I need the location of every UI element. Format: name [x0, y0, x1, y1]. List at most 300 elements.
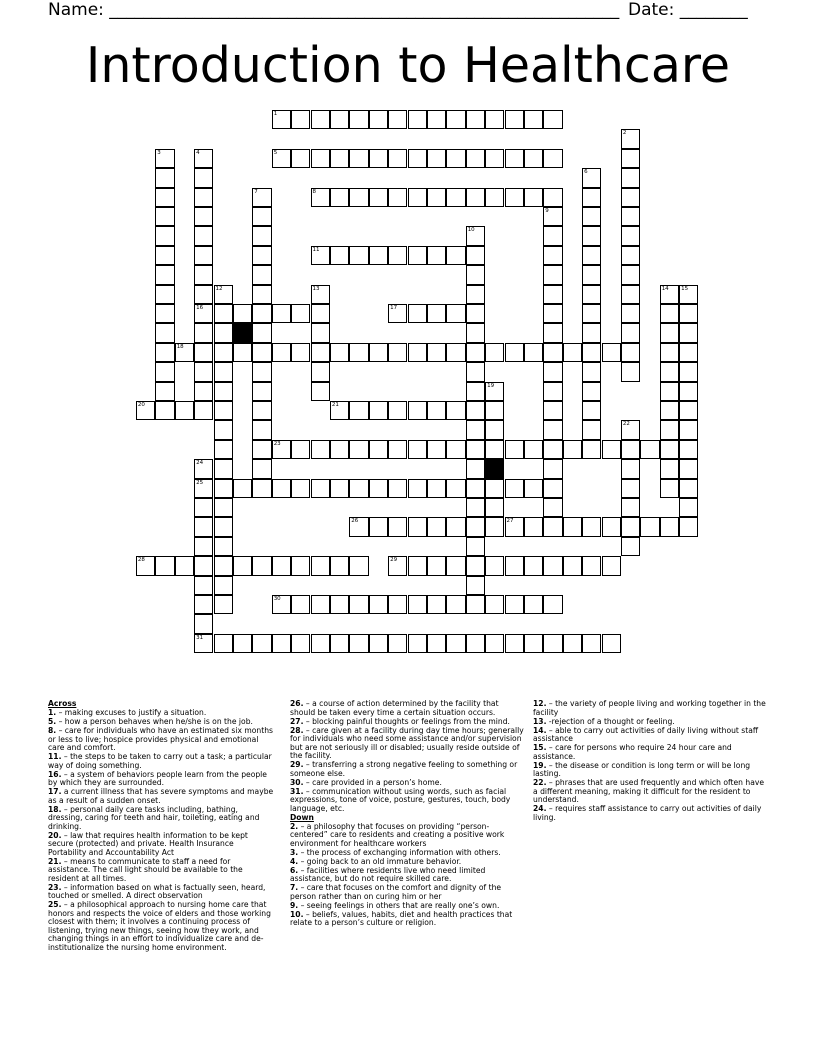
grid-cell[interactable]: [485, 440, 504, 459]
grid-cell[interactable]: [543, 226, 562, 245]
grid-cell[interactable]: [427, 188, 446, 207]
grid-cell[interactable]: [466, 188, 485, 207]
grid-cell[interactable]: [582, 382, 601, 401]
grid-cell[interactable]: [155, 207, 174, 226]
grid-cell[interactable]: [679, 285, 698, 304]
grid-cell[interactable]: [291, 634, 310, 653]
grid-cell[interactable]: [446, 304, 465, 323]
grid-cell[interactable]: [582, 188, 601, 207]
grid-cell[interactable]: [660, 420, 679, 439]
grid-cell[interactable]: [214, 401, 233, 420]
grid-cell[interactable]: [621, 323, 640, 342]
grid-cell[interactable]: [388, 110, 407, 129]
grid-cell[interactable]: [175, 556, 194, 575]
grid-cell[interactable]: [679, 459, 698, 478]
grid-cell[interactable]: [175, 401, 194, 420]
grid-cell[interactable]: [563, 440, 582, 459]
grid-cell[interactable]: [660, 440, 679, 459]
grid-cell[interactable]: [660, 479, 679, 498]
grid-cell[interactable]: [252, 459, 271, 478]
grid-cell[interactable]: [233, 634, 252, 653]
grid-cell[interactable]: [272, 149, 291, 168]
grid-cell[interactable]: [272, 304, 291, 323]
grid-cell[interactable]: [330, 246, 349, 265]
grid-cell[interactable]: [427, 634, 446, 653]
grid-cell[interactable]: [485, 595, 504, 614]
grid-cell[interactable]: [427, 440, 446, 459]
grid-cell[interactable]: [214, 382, 233, 401]
grid-cell[interactable]: [679, 498, 698, 517]
grid-cell[interactable]: [582, 246, 601, 265]
grid-cell[interactable]: [194, 459, 213, 478]
grid-cell[interactable]: [311, 595, 330, 614]
grid-cell[interactable]: [543, 498, 562, 517]
grid-cell[interactable]: [485, 556, 504, 575]
grid-cell[interactable]: [252, 634, 271, 653]
grid-cell[interactable]: [621, 517, 640, 536]
grid-cell[interactable]: [311, 149, 330, 168]
grid-cell[interactable]: [388, 479, 407, 498]
grid-cell[interactable]: [291, 304, 310, 323]
grid-cell[interactable]: [427, 595, 446, 614]
grid-cell[interactable]: [272, 634, 291, 653]
grid-cell[interactable]: [252, 304, 271, 323]
grid-cell[interactable]: [388, 149, 407, 168]
grid-cell[interactable]: [252, 265, 271, 284]
grid-cell[interactable]: [408, 401, 427, 420]
grid-cell[interactable]: [349, 343, 368, 362]
grid-cell[interactable]: [272, 556, 291, 575]
grid-cell[interactable]: [194, 382, 213, 401]
grid-cell[interactable]: [349, 556, 368, 575]
grid-cell[interactable]: [446, 634, 465, 653]
grid-cell[interactable]: [427, 246, 446, 265]
grid-cell[interactable]: [214, 517, 233, 536]
grid-cell[interactable]: [602, 440, 621, 459]
grid-cell[interactable]: [660, 459, 679, 478]
grid-cell[interactable]: [252, 188, 271, 207]
grid-cell[interactable]: [505, 110, 524, 129]
grid-cell[interactable]: [155, 285, 174, 304]
grid-cell[interactable]: [427, 479, 446, 498]
grid-cell[interactable]: [582, 556, 601, 575]
grid-cell[interactable]: [621, 285, 640, 304]
grid-cell[interactable]: [660, 401, 679, 420]
grid-cell[interactable]: [621, 265, 640, 284]
grid-cell[interactable]: [621, 498, 640, 517]
grid-cell[interactable]: [466, 634, 485, 653]
grid-cell[interactable]: [466, 556, 485, 575]
grid-cell[interactable]: [582, 440, 601, 459]
grid-cell[interactable]: [563, 556, 582, 575]
grid-cell[interactable]: [233, 556, 252, 575]
grid-cell[interactable]: [466, 517, 485, 536]
grid-cell[interactable]: [214, 362, 233, 381]
grid-cell[interactable]: [543, 401, 562, 420]
grid-cell[interactable]: [155, 304, 174, 323]
grid-cell[interactable]: [563, 517, 582, 536]
grid-cell[interactable]: [349, 149, 368, 168]
grid-cell[interactable]: [543, 634, 562, 653]
grid-cell[interactable]: [330, 595, 349, 614]
grid-cell[interactable]: [524, 110, 543, 129]
grid-cell[interactable]: [427, 343, 446, 362]
grid-cell[interactable]: [466, 459, 485, 478]
grid-cell[interactable]: [194, 498, 213, 517]
grid-cell[interactable]: [311, 440, 330, 459]
grid-cell[interactable]: [466, 479, 485, 498]
grid-cell[interactable]: [214, 420, 233, 439]
grid-cell[interactable]: [311, 479, 330, 498]
grid-cell[interactable]: [679, 401, 698, 420]
grid-cell[interactable]: [408, 343, 427, 362]
grid-cell[interactable]: [466, 323, 485, 342]
grid-cell[interactable]: [388, 304, 407, 323]
grid-cell[interactable]: [194, 226, 213, 245]
grid-cell[interactable]: [621, 343, 640, 362]
grid-cell[interactable]: [194, 149, 213, 168]
grid-cell[interactable]: [214, 595, 233, 614]
grid-cell[interactable]: [543, 265, 562, 284]
grid-cell[interactable]: [485, 343, 504, 362]
grid-cell[interactable]: [621, 362, 640, 381]
grid-cell[interactable]: [194, 304, 213, 323]
grid-cell[interactable]: [602, 343, 621, 362]
grid-cell[interactable]: [485, 110, 504, 129]
grid-cell[interactable]: [330, 343, 349, 362]
grid-cell[interactable]: [466, 343, 485, 362]
grid-cell[interactable]: [621, 479, 640, 498]
grid-cell[interactable]: [330, 110, 349, 129]
grid-cell[interactable]: [311, 382, 330, 401]
grid-cell[interactable]: [408, 304, 427, 323]
grid-cell[interactable]: [543, 188, 562, 207]
grid-cell[interactable]: [679, 517, 698, 536]
grid-cell[interactable]: [252, 382, 271, 401]
grid-cell[interactable]: [602, 517, 621, 536]
grid-cell[interactable]: [524, 634, 543, 653]
grid-cell[interactable]: [194, 634, 213, 653]
grid-cell[interactable]: [214, 343, 233, 362]
grid-cell[interactable]: [524, 149, 543, 168]
grid-cell[interactable]: [252, 226, 271, 245]
grid-cell[interactable]: [524, 188, 543, 207]
grid-cell[interactable]: [214, 479, 233, 498]
grid-cell[interactable]: [582, 634, 601, 653]
grid-cell[interactable]: [485, 517, 504, 536]
grid-cell[interactable]: [369, 401, 388, 420]
grid-cell[interactable]: [272, 479, 291, 498]
grid-cell[interactable]: [505, 556, 524, 575]
grid-cell[interactable]: [349, 634, 368, 653]
grid-cell[interactable]: [427, 401, 446, 420]
grid-cell[interactable]: [175, 343, 194, 362]
name-field[interactable]: Name: ____________________________________________________________: [48, 0, 620, 20]
grid-cell[interactable]: [466, 285, 485, 304]
grid-cell[interactable]: [563, 343, 582, 362]
grid-cell[interactable]: [349, 479, 368, 498]
grid-cell[interactable]: [543, 382, 562, 401]
grid-cell[interactable]: [543, 595, 562, 614]
grid-cell[interactable]: [485, 149, 504, 168]
grid-cell[interactable]: [349, 110, 368, 129]
grid-cell[interactable]: [252, 440, 271, 459]
grid-cell[interactable]: [330, 149, 349, 168]
grid-cell[interactable]: [466, 362, 485, 381]
grid-cell[interactable]: [543, 440, 562, 459]
grid-cell[interactable]: [543, 479, 562, 498]
grid-cell[interactable]: [524, 343, 543, 362]
grid-cell[interactable]: [272, 440, 291, 459]
grid-cell[interactable]: [194, 188, 213, 207]
grid-cell[interactable]: [602, 556, 621, 575]
grid-cell[interactable]: [272, 110, 291, 129]
grid-cell[interactable]: [408, 517, 427, 536]
grid-cell[interactable]: [660, 343, 679, 362]
grid-cell[interactable]: [621, 207, 640, 226]
grid-cell[interactable]: [252, 246, 271, 265]
grid-cell[interactable]: [214, 304, 233, 323]
grid-cell[interactable]: [291, 556, 310, 575]
grid-cell[interactable]: [408, 440, 427, 459]
grid-cell[interactable]: [291, 479, 310, 498]
grid-cell[interactable]: [582, 226, 601, 245]
grid-cell[interactable]: [408, 246, 427, 265]
grid-cell[interactable]: [408, 479, 427, 498]
grid-cell[interactable]: [582, 362, 601, 381]
grid-cell[interactable]: [582, 265, 601, 284]
grid-cell[interactable]: [679, 420, 698, 439]
grid-cell[interactable]: [446, 188, 465, 207]
grid-cell[interactable]: [466, 440, 485, 459]
grid-cell[interactable]: [194, 362, 213, 381]
grid-cell[interactable]: [252, 479, 271, 498]
grid-cell[interactable]: [214, 285, 233, 304]
grid-cell[interactable]: [214, 537, 233, 556]
grid-cell[interactable]: [582, 285, 601, 304]
grid-cell[interactable]: [543, 459, 562, 478]
grid-cell[interactable]: [660, 517, 679, 536]
grid-cell[interactable]: [388, 246, 407, 265]
grid-cell[interactable]: [311, 110, 330, 129]
grid-cell[interactable]: [349, 246, 368, 265]
grid-cell[interactable]: [582, 517, 601, 536]
grid-cell[interactable]: [427, 517, 446, 536]
grid-cell[interactable]: [679, 304, 698, 323]
grid-cell[interactable]: [388, 440, 407, 459]
grid-cell[interactable]: [155, 362, 174, 381]
grid-cell[interactable]: [466, 498, 485, 517]
grid-cell[interactable]: [330, 188, 349, 207]
grid-cell[interactable]: [155, 265, 174, 284]
grid-cell[interactable]: [349, 440, 368, 459]
grid-cell[interactable]: [369, 149, 388, 168]
grid-cell[interactable]: [466, 246, 485, 265]
grid-cell[interactable]: [194, 517, 213, 536]
grid-cell[interactable]: [505, 343, 524, 362]
grid-cell[interactable]: [621, 226, 640, 245]
grid-cell[interactable]: [155, 343, 174, 362]
grid-cell[interactable]: [446, 479, 465, 498]
grid-cell[interactable]: [330, 401, 349, 420]
grid-cell[interactable]: [427, 110, 446, 129]
grid-cell[interactable]: [621, 168, 640, 187]
grid-cell[interactable]: [369, 343, 388, 362]
grid-cell[interactable]: [349, 401, 368, 420]
grid-cell[interactable]: [505, 440, 524, 459]
grid-cell[interactable]: [446, 110, 465, 129]
grid-cell[interactable]: [155, 323, 174, 342]
grid-cell[interactable]: [524, 479, 543, 498]
grid-cell[interactable]: [369, 440, 388, 459]
grid-cell[interactable]: [252, 420, 271, 439]
grid-cell[interactable]: [136, 401, 155, 420]
grid-cell[interactable]: [505, 634, 524, 653]
grid-cell[interactable]: [621, 188, 640, 207]
grid-cell[interactable]: [466, 304, 485, 323]
grid-cell[interactable]: [660, 323, 679, 342]
grid-cell[interactable]: [155, 382, 174, 401]
grid-cell[interactable]: [252, 401, 271, 420]
grid-cell[interactable]: [485, 401, 504, 420]
grid-cell[interactable]: [524, 595, 543, 614]
grid-cell[interactable]: [602, 634, 621, 653]
grid-cell[interactable]: [369, 188, 388, 207]
grid-cell[interactable]: [427, 149, 446, 168]
grid-cell[interactable]: [640, 517, 659, 536]
grid-cell[interactable]: [408, 110, 427, 129]
grid-cell[interactable]: [272, 343, 291, 362]
date-field[interactable]: Date: ________: [628, 0, 748, 20]
grid-cell[interactable]: [446, 343, 465, 362]
grid-cell[interactable]: [388, 188, 407, 207]
grid-cell[interactable]: [679, 362, 698, 381]
grid-cell[interactable]: [505, 479, 524, 498]
grid-cell[interactable]: [388, 595, 407, 614]
grid-cell[interactable]: [388, 556, 407, 575]
grid-cell[interactable]: [311, 556, 330, 575]
grid-cell[interactable]: [466, 382, 485, 401]
grid-cell[interactable]: [369, 634, 388, 653]
grid-cell[interactable]: [194, 595, 213, 614]
grid-cell[interactable]: [466, 576, 485, 595]
grid-cell[interactable]: [388, 401, 407, 420]
grid-cell[interactable]: [194, 479, 213, 498]
grid-cell[interactable]: [466, 420, 485, 439]
grid-cell[interactable]: [505, 517, 524, 536]
grid-cell[interactable]: [214, 459, 233, 478]
grid-cell[interactable]: [369, 110, 388, 129]
grid-cell[interactable]: [194, 246, 213, 265]
grid-cell[interactable]: [524, 517, 543, 536]
grid-cell[interactable]: [408, 149, 427, 168]
grid-cell[interactable]: [563, 634, 582, 653]
grid-cell[interactable]: [485, 498, 504, 517]
grid-cell[interactable]: [505, 149, 524, 168]
grid-cell[interactable]: [660, 285, 679, 304]
grid-cell[interactable]: [679, 323, 698, 342]
grid-cell[interactable]: [543, 285, 562, 304]
grid-cell[interactable]: [214, 634, 233, 653]
grid-cell[interactable]: [349, 517, 368, 536]
grid-cell[interactable]: [582, 168, 601, 187]
grid-cell[interactable]: [466, 537, 485, 556]
grid-cell[interactable]: [446, 149, 465, 168]
grid-cell[interactable]: [679, 479, 698, 498]
grid-cell[interactable]: [214, 576, 233, 595]
grid-cell[interactable]: [660, 304, 679, 323]
grid-cell[interactable]: [543, 207, 562, 226]
grid-cell[interactable]: [582, 304, 601, 323]
grid-cell[interactable]: [543, 420, 562, 439]
grid-cell[interactable]: [155, 246, 174, 265]
grid-cell[interactable]: [446, 517, 465, 536]
grid-cell[interactable]: [252, 285, 271, 304]
grid-cell[interactable]: [446, 440, 465, 459]
grid-cell[interactable]: [214, 440, 233, 459]
grid-cell[interactable]: [155, 401, 174, 420]
grid-cell[interactable]: [427, 304, 446, 323]
grid-cell[interactable]: [311, 343, 330, 362]
grid-cell[interactable]: [311, 304, 330, 323]
grid-cell[interactable]: [466, 595, 485, 614]
grid-cell[interactable]: [427, 556, 446, 575]
grid-cell[interactable]: [214, 556, 233, 575]
grid-cell[interactable]: [252, 362, 271, 381]
grid-cell[interactable]: [311, 362, 330, 381]
grid-cell[interactable]: [543, 517, 562, 536]
grid-cell[interactable]: [408, 556, 427, 575]
grid-cell[interactable]: [388, 343, 407, 362]
grid-cell[interactable]: [543, 149, 562, 168]
grid-cell[interactable]: [194, 285, 213, 304]
grid-cell[interactable]: [660, 362, 679, 381]
grid-cell[interactable]: [349, 595, 368, 614]
grid-cell[interactable]: [194, 556, 213, 575]
grid-cell[interactable]: [194, 401, 213, 420]
grid-cell[interactable]: [194, 265, 213, 284]
grid-cell[interactable]: [155, 226, 174, 245]
grid-cell[interactable]: [679, 382, 698, 401]
grid-cell[interactable]: [388, 517, 407, 536]
grid-cell[interactable]: [194, 168, 213, 187]
grid-cell[interactable]: [446, 556, 465, 575]
grid-cell[interactable]: [408, 595, 427, 614]
grid-cell[interactable]: [291, 110, 310, 129]
grid-cell[interactable]: [252, 556, 271, 575]
grid-cell[interactable]: [466, 149, 485, 168]
grid-cell[interactable]: [485, 382, 504, 401]
grid-cell[interactable]: [330, 556, 349, 575]
grid-cell[interactable]: [291, 343, 310, 362]
grid-cell[interactable]: [621, 459, 640, 478]
grid-cell[interactable]: [194, 576, 213, 595]
grid-cell[interactable]: [330, 440, 349, 459]
grid-cell[interactable]: [155, 188, 174, 207]
grid-cell[interactable]: [582, 207, 601, 226]
grid-cell[interactable]: [252, 323, 271, 342]
grid-cell[interactable]: [582, 343, 601, 362]
grid-cell[interactable]: [543, 343, 562, 362]
grid-cell[interactable]: [679, 343, 698, 362]
grid-cell[interactable]: [330, 479, 349, 498]
grid-cell[interactable]: [388, 634, 407, 653]
grid-cell[interactable]: [272, 595, 291, 614]
grid-cell[interactable]: [311, 634, 330, 653]
grid-cell[interactable]: [621, 537, 640, 556]
grid-cell[interactable]: [505, 188, 524, 207]
grid-cell[interactable]: [408, 634, 427, 653]
